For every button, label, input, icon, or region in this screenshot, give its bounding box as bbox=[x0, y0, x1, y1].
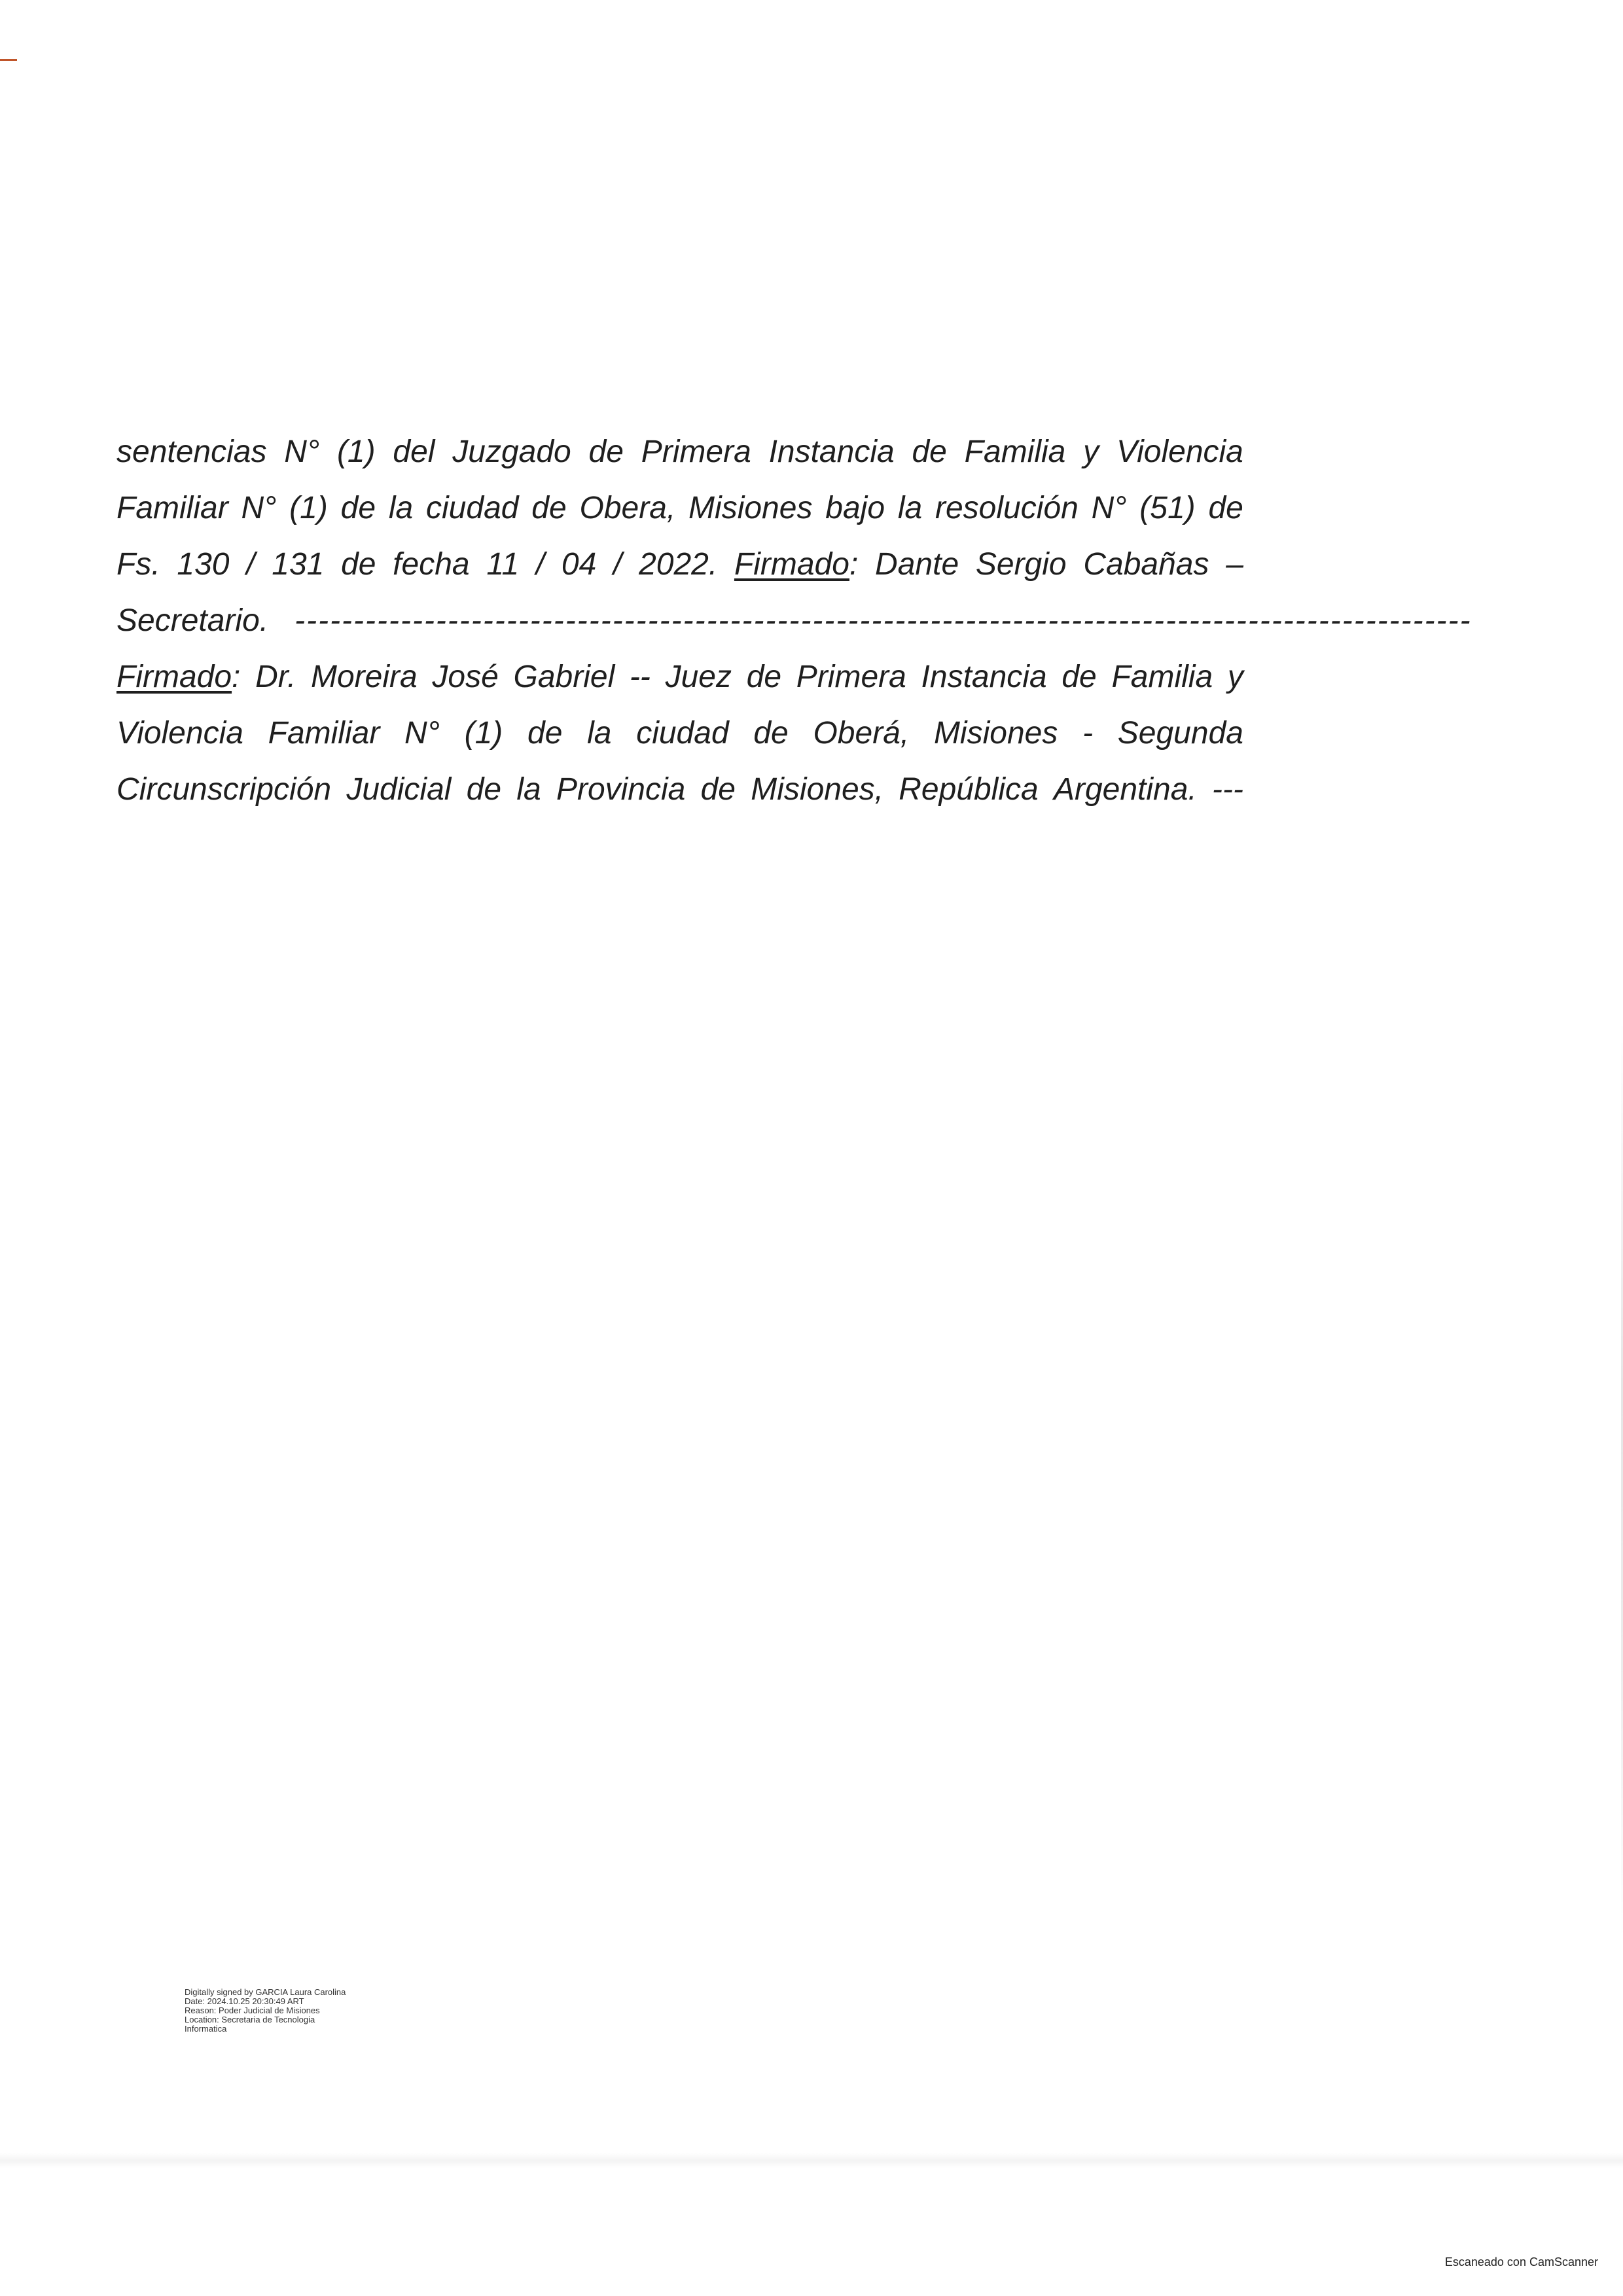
signed-by-judge bbox=[116, 649, 240, 705]
word: Obera, bbox=[579, 491, 676, 525]
word: 11 bbox=[486, 547, 520, 582]
word: de bbox=[466, 772, 502, 807]
word: N° bbox=[284, 434, 320, 469]
scan-edge-shadow bbox=[0, 2153, 1623, 2168]
word: 2022. bbox=[639, 547, 718, 582]
word: Violencia bbox=[116, 716, 243, 751]
text-line-4 bbox=[116, 593, 1472, 649]
word: la bbox=[587, 716, 612, 751]
word: de bbox=[527, 716, 563, 751]
word: (1) bbox=[464, 716, 503, 751]
word: la bbox=[516, 772, 541, 807]
word: Gabriel bbox=[513, 660, 615, 694]
word: Juzgado bbox=[452, 434, 571, 469]
word: --- bbox=[1212, 772, 1243, 807]
text-line-1 bbox=[116, 424, 1243, 480]
word: Oberá, bbox=[813, 716, 910, 751]
document-body bbox=[116, 424, 1472, 818]
word: 130 bbox=[177, 547, 230, 582]
word: (1) bbox=[289, 491, 328, 525]
word: sentencias bbox=[116, 434, 267, 469]
word: Judicial bbox=[346, 772, 452, 807]
word: de bbox=[1208, 491, 1243, 525]
text-line-7 bbox=[116, 762, 1243, 818]
text-line-2 bbox=[116, 480, 1243, 537]
word: de bbox=[746, 660, 782, 694]
word: fecha bbox=[393, 547, 470, 582]
text-line-6 bbox=[116, 705, 1243, 762]
word: - bbox=[1082, 716, 1094, 751]
word: de bbox=[1061, 660, 1097, 694]
word: ciudad bbox=[636, 716, 729, 751]
colon: : bbox=[849, 547, 859, 582]
colon: : bbox=[232, 660, 241, 694]
word: Primera bbox=[641, 434, 751, 469]
word: resolución bbox=[935, 491, 1079, 525]
word: Segunda bbox=[1117, 716, 1243, 751]
firmado-label: Firmado bbox=[116, 660, 232, 694]
text-line-3 bbox=[116, 537, 1243, 593]
word: Familiar bbox=[268, 716, 380, 751]
word: / bbox=[613, 547, 622, 582]
word: / bbox=[535, 547, 545, 582]
word: Dr. bbox=[255, 660, 296, 694]
word: / bbox=[246, 547, 255, 582]
word: Cabañas bbox=[1083, 547, 1209, 582]
word: de bbox=[340, 491, 376, 525]
word: (1) bbox=[336, 434, 376, 469]
word: la bbox=[897, 491, 923, 525]
word: de bbox=[753, 716, 789, 751]
word: 131 bbox=[272, 547, 325, 582]
word: Moreira bbox=[311, 660, 418, 694]
word: Sergio bbox=[975, 547, 1067, 582]
word: Dante bbox=[875, 547, 959, 582]
signature-location: Location: Secretaria de Tecnologia bbox=[185, 2015, 315, 2024]
word: (51) bbox=[1139, 491, 1196, 525]
word: Familia bbox=[964, 434, 1066, 469]
word: Familia bbox=[1111, 660, 1213, 694]
word: 04 bbox=[561, 547, 597, 582]
word: Misiones bbox=[688, 491, 813, 525]
word: ciudad bbox=[426, 491, 519, 525]
word: Misiones bbox=[933, 716, 1058, 751]
scanner-watermark: Escaneado con CamScanner bbox=[1444, 2255, 1598, 2269]
word: N° bbox=[404, 716, 440, 751]
word: de bbox=[912, 434, 947, 469]
signature-location-cont: Informatica bbox=[185, 2024, 227, 2034]
word: de bbox=[531, 491, 567, 525]
signature-signer: Digitally signed by GARCIA Laura Carolina bbox=[185, 1987, 346, 1997]
word: Juez bbox=[665, 660, 732, 694]
word: Argentina. bbox=[1053, 772, 1197, 807]
word: del bbox=[393, 434, 435, 469]
word: José bbox=[432, 660, 499, 694]
word: de bbox=[588, 434, 624, 469]
firmado-label: Firmado bbox=[734, 547, 849, 582]
word: de bbox=[341, 547, 376, 582]
word: Instancia bbox=[921, 660, 1047, 694]
word: Violencia bbox=[1116, 434, 1243, 469]
word: Instancia bbox=[768, 434, 895, 469]
secretary-title: Secretario. bbox=[116, 603, 269, 638]
dash-filler: ---------------------------------------------------------------------------------------------------- bbox=[294, 603, 1472, 638]
word: de bbox=[700, 772, 736, 807]
word: Familiar bbox=[116, 491, 228, 525]
word: Primera bbox=[796, 660, 906, 694]
corner-mark bbox=[0, 59, 17, 61]
word: la bbox=[388, 491, 414, 525]
word: – bbox=[1226, 547, 1243, 582]
word: Fs. bbox=[116, 547, 160, 582]
word: y bbox=[1227, 660, 1243, 694]
word: Provincia bbox=[556, 772, 686, 807]
word: bajo bbox=[825, 491, 885, 525]
word: y bbox=[1083, 434, 1099, 469]
signature-reason: Reason: Poder Judicial de Misiones bbox=[185, 2005, 320, 2015]
text-line-5 bbox=[116, 649, 1243, 705]
signature-date: Date: 2024.10.25 20:30:49 ART bbox=[185, 1996, 304, 2006]
word: Circunscripción bbox=[116, 772, 332, 807]
signed-by-secretary bbox=[734, 537, 858, 593]
word: -- bbox=[629, 660, 651, 694]
word: N° bbox=[1091, 491, 1127, 525]
word: Misiones, bbox=[751, 772, 883, 807]
digital-signature-stamp bbox=[185, 1988, 346, 2034]
word: N° bbox=[241, 491, 277, 525]
word: República bbox=[899, 772, 1039, 807]
